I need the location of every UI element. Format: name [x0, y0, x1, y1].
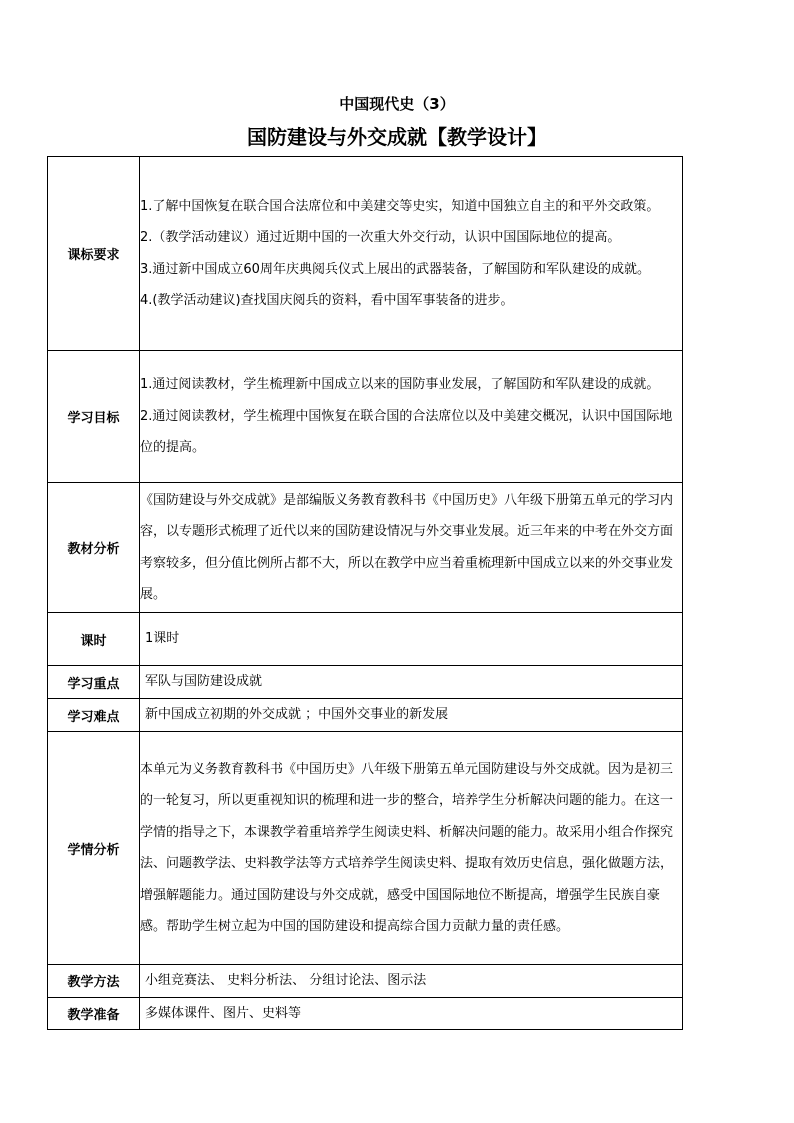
row-label: 课时	[48, 613, 140, 666]
row-content	[140, 351, 683, 483]
document-subtitle: 中国现代史（3）	[339, 95, 455, 113]
row-label: 教材分析	[48, 483, 140, 613]
table-row-curriculum-requirements	[48, 157, 683, 351]
row-label: 学习目标	[48, 351, 140, 483]
row-content	[140, 732, 683, 965]
paragraph: 1.了解中国恢复在联合国合法席位和中美建交等史实，知道中国独立自主的和平外交政策。	[140, 198, 660, 214]
paragraph: 军队与国防建设成就	[145, 674, 263, 690]
paragraph: 2.（教学活动建议）通过近期中国的一次重大外交行动，认识中国国际地位的提高。	[140, 230, 621, 245]
row-content	[140, 997, 683, 1030]
table-row-learning-objectives	[48, 351, 683, 483]
row-content	[140, 613, 683, 666]
paragraph: 2.通过阅读教材，学生梳理中国恢复在联合国的合法席位以及中美建交概况，认识中国国际地位的提高。	[140, 408, 673, 456]
paragraph: 新中国成立初期的外交成就 ；中国外交事业的新发展	[145, 707, 449, 723]
row-content	[140, 666, 683, 699]
row-content	[140, 699, 683, 732]
row-label: 课标要求	[48, 157, 140, 351]
paragraph: 1课时	[145, 631, 180, 647]
row-label: 学习重点	[48, 666, 140, 699]
paragraph: 《国防建设与外交成就》是部编版义务教育教科书《中国历史》八年级下册第五单元的学习内容，以专题形式梳理了近代以来的国防建设情况与外交事业发展。近三年来的中考在外交方面考察较多，但分值比例所占都不大，所以在教学中应当着重梳理新中国成立以来的外交事业发展。	[140, 492, 674, 602]
table-row-difficult-points	[48, 699, 683, 732]
row-label: 教学方法	[48, 965, 140, 998]
row-label: 学情分析	[48, 732, 140, 965]
paragraph: 1.通过阅读教材，学生梳理新中国成立以来的国防事业发展，了解国防和军队建设的成就。	[140, 377, 660, 393]
table-row-textbook-analysis	[48, 483, 683, 613]
table-row-key-points	[48, 666, 683, 699]
row-content	[140, 483, 683, 613]
lesson-plan-table	[47, 156, 683, 1030]
row-content	[140, 157, 683, 351]
row-label: 教学准备	[48, 997, 140, 1030]
paragraph: 多媒体课件、图片、史料等	[145, 1005, 302, 1021]
row-content	[140, 965, 683, 998]
row-label: 学习难点	[48, 699, 140, 732]
document-title: 国防建设与外交成就【教学设计】	[247, 125, 547, 149]
paragraph: 3.通过新中国成立60周年庆典阅兵仪式上展出的武器装备，了解国防和军队建设的成就。	[140, 261, 650, 277]
table-row-teaching-methods	[48, 965, 683, 998]
table-row-learner-analysis	[48, 732, 683, 965]
table-row-class-hours	[48, 613, 683, 666]
paragraph: 小组竞赛法、 史料分析法、 分组讨论法、图示法	[145, 973, 427, 988]
table-row-teaching-preparation	[48, 997, 683, 1030]
paragraph: 4.(教学活动建议)查找国庆阅兵的资料，看中国军事装备的进步。	[140, 293, 514, 308]
paragraph: 本单元为义务教育教科书《中国历史》八年级下册第五单元国防建设与外交成就。因为是初三的一轮复习，所以更重视知识的梳理和进一步的整合，培养学生分析解决问题的能力。在这一学情的指导之下，本课教学着重培养学生阅读史料、析解决问题的能力。故采用小组合作探究法、问题教学法、史料教学法等方式培养学生阅读史料、提取有效历史信息，强化做题方法，增强解题能力。通过国防建设与外交成就，感受中国国际地位不断提高，增强学生民族自豪感。帮助学生树立起为中国的国防建设和提高综合国力贡献力量的责任感。	[140, 761, 674, 934]
